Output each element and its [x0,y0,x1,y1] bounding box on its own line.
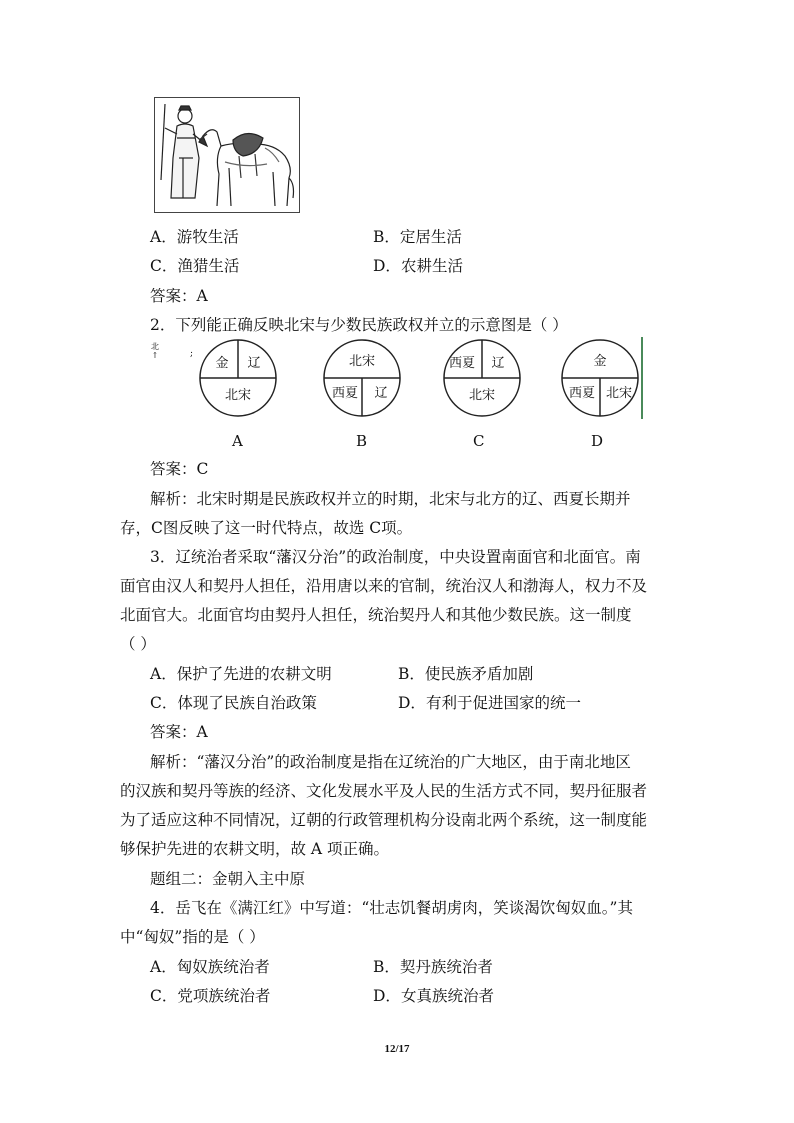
q1-option-b: B．定居生活 [373,228,462,246]
q3-option-b: B．使民族矛盾加剧 [398,665,534,683]
q2-analysis-line-1: 解析：北宋时期是民族政权并立的时期，北宋与北方的辽、西夏长期并 [150,490,631,508]
diagram-b-region-2: 西夏 [331,386,359,401]
q4-stem-line-1: 4．岳飞在《满江红》中写道：“壮志饥餐胡虏肉，笑谈渴饮匈奴血。”其 [150,899,633,917]
q1-answer: 答案：A [150,287,208,305]
diagram-c-region-2: 辽 [491,356,505,371]
diagram-a [200,340,276,416]
man-with-horse-illustration [154,97,300,213]
diagram-c [444,340,520,416]
q3-analysis-line-2: 的汉族和契丹等族的经济、文化发展水平及人民的生活方式不同，契丹征服者 [120,782,648,800]
diagram-label-a: A [232,432,243,450]
semicolon-mark: ; [190,349,194,359]
diagram-label-d: D [591,432,604,450]
political-diagrams [190,334,650,426]
north-indicator [150,342,160,360]
q3-option-c: C．体现了民族自治政策 [150,694,317,712]
diagram-a-region-2: 辽 [247,356,261,371]
diagram-label-b: B [356,432,368,450]
group2-title: 题组二：金朝入主中原 [150,870,306,888]
north-arrow-icon: ↑ [151,351,159,360]
q3-stem-line-1: 3．辽统治者采取“藩汉分治”的政治制度，中央设置南面官和北面官。南 [150,548,641,566]
diagram-d-region-2: 西夏 [568,386,596,401]
q1-option-d: D．农耕生活 [373,257,463,275]
q3-analysis-line-3: 为了适应这种不同情况，辽朝的行政管理机构分设南北两个系统，这一制度能 [120,811,648,829]
q3-analysis-line-1: 解析：“藩汉分治”的政治制度是指在辽统治的广大地区，由于南北地区 [150,753,631,771]
q3-answer: 答案：A [150,723,208,741]
q3-stem-line-3: 北面官大。北面官均由契丹人担任，统治契丹人和其他少数民族。这一制度 [120,606,632,624]
diagram-a-region-1: 金 [215,356,229,371]
q4-option-d: D．女真族统治者 [373,987,494,1005]
illustration-drawing [155,98,299,212]
diagram-b [324,340,400,416]
q3-option-a: A．保护了先进的农耕文明 [150,665,332,683]
q2-answer: 答案：C [150,460,209,478]
q4-stem-line-2: 中“匈奴”指的是（ ） [120,928,265,946]
diagram-d-region-3: 北宋 [605,386,633,401]
diagram-a-region-3: 北宋 [224,388,252,403]
diagram-c-region-3: 北宋 [468,388,496,403]
diagram-c-region-1: 西夏 [448,356,476,371]
q4-option-b: B．契丹族统治者 [373,958,493,976]
q2-stem: 2．下列能正确反映北宋与少数民族政权并立的示意图是（ ） [150,316,568,334]
q3-option-d: D．有利于促进国家的统一 [398,694,581,712]
q3-analysis-line-4: 够保护先进的农耕文明，故 A 项正确。 [120,840,390,858]
q3-stem-line-4: （ ） [120,635,156,653]
diagram-d [562,340,638,416]
q1-option-a: A．游牧生活 [150,228,239,246]
north-label: 北 [151,342,159,351]
page-number: 12/17 [384,1043,410,1055]
diagram-d-region-1: 金 [593,354,607,369]
diagram-b-region-3: 辽 [374,386,388,401]
q4-option-a: A．匈奴族统治者 [150,958,270,976]
q2-analysis-line-2: 存，C图反映了这一时代特点，故选 C项。 [120,519,413,537]
diagram-b-region-1: 北宋 [348,354,376,369]
diagram-label-c: C [473,432,485,450]
q1-option-c: C．渔猎生活 [150,257,240,275]
q3-stem-line-2: 面官由汉人和契丹人担任，沿用唐以来的官制，统治汉人和渤海人，权力不及 [120,577,648,595]
q4-option-c: C．党项族统治者 [150,987,271,1005]
